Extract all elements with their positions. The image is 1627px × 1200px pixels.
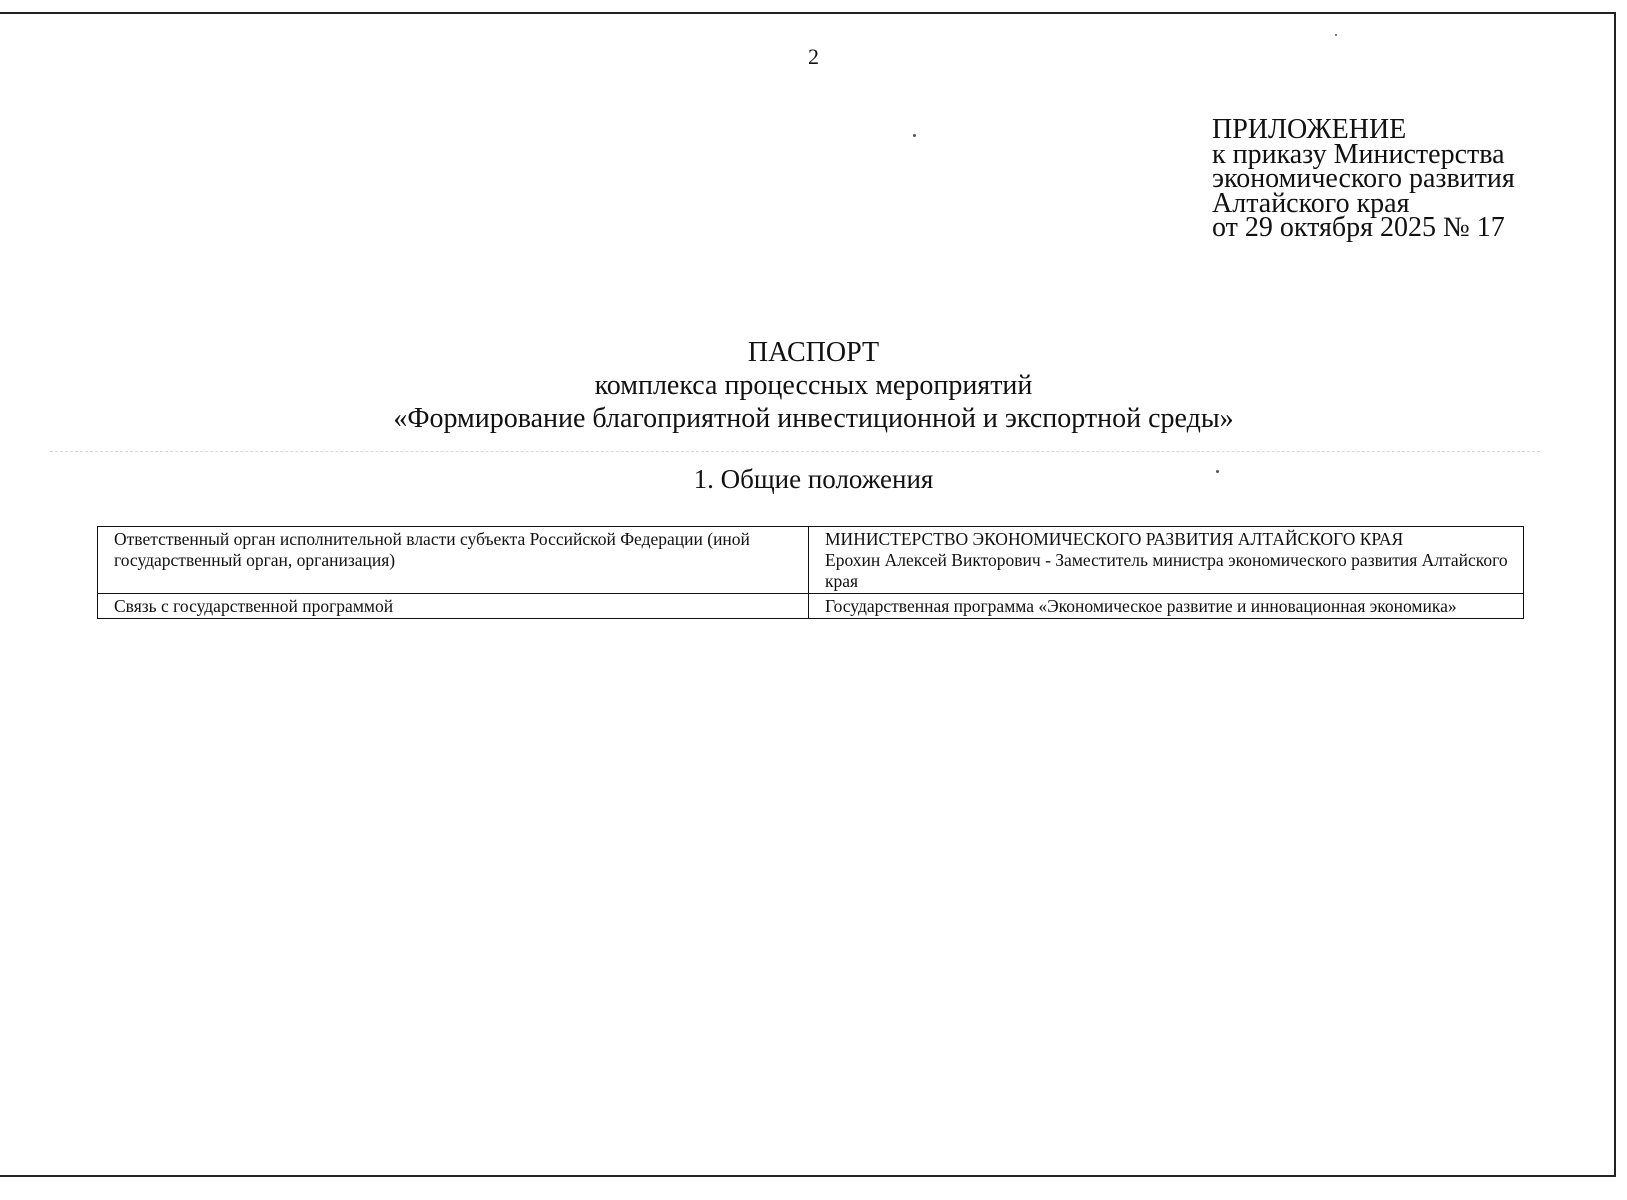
passport-title: ПАСПОРТ [747,337,880,368]
table-cell-label [98,527,809,594]
table-row [98,527,1524,594]
appendix-line: Алтайского края [1212,187,1410,219]
responsible-organization: МИНИСТЕРСТВО ЭКОНОМИЧЕСКОГО РАЗВИТИЯ АЛТАЙСКОГО КРАЯ [825,529,1404,549]
row-label: Ответственный орган исполнительной власти субъекта Российской Федерации (иной государственный орган, организация) [114,529,750,570]
row-label: Связь с государственной программой [114,596,394,616]
passport-name: «Формирование благоприятной инвестиционной и экспортной среды» [393,403,1234,434]
table-cell-value [809,527,1524,594]
passport-subtitle: комплекса процессных мероприятий [594,370,1033,401]
appendix-date-line: от 29 октября 2025 № 17 [1212,212,1505,243]
responsible-person: Ерохин Алексей Викторович - Заместитель министра экономического развития Алтайского края [825,550,1508,591]
section-heading: 1. Общие положения [693,464,934,494]
general-provisions-table [97,526,1524,619]
appendix-line: к приказу Министерства [1212,138,1505,170]
scan-noise-line [50,451,1540,452]
table-row [98,594,1524,619]
appendix-block [1212,114,1515,243]
scan-speck [1335,34,1337,36]
passport-header [0,336,1627,435]
scan-speck [913,134,916,137]
appendix-line: экономического развития [1212,163,1515,194]
state-program: Государственная программа «Экономическое развитие и инновационная экономика» [825,596,1457,616]
appendix-title: ПРИЛОЖЕНИЕ [1212,114,1407,145]
table-cell-value [809,594,1524,619]
table-cell-label [98,594,809,619]
scan-speck [1216,470,1219,473]
page-number: 2 [808,44,819,69]
